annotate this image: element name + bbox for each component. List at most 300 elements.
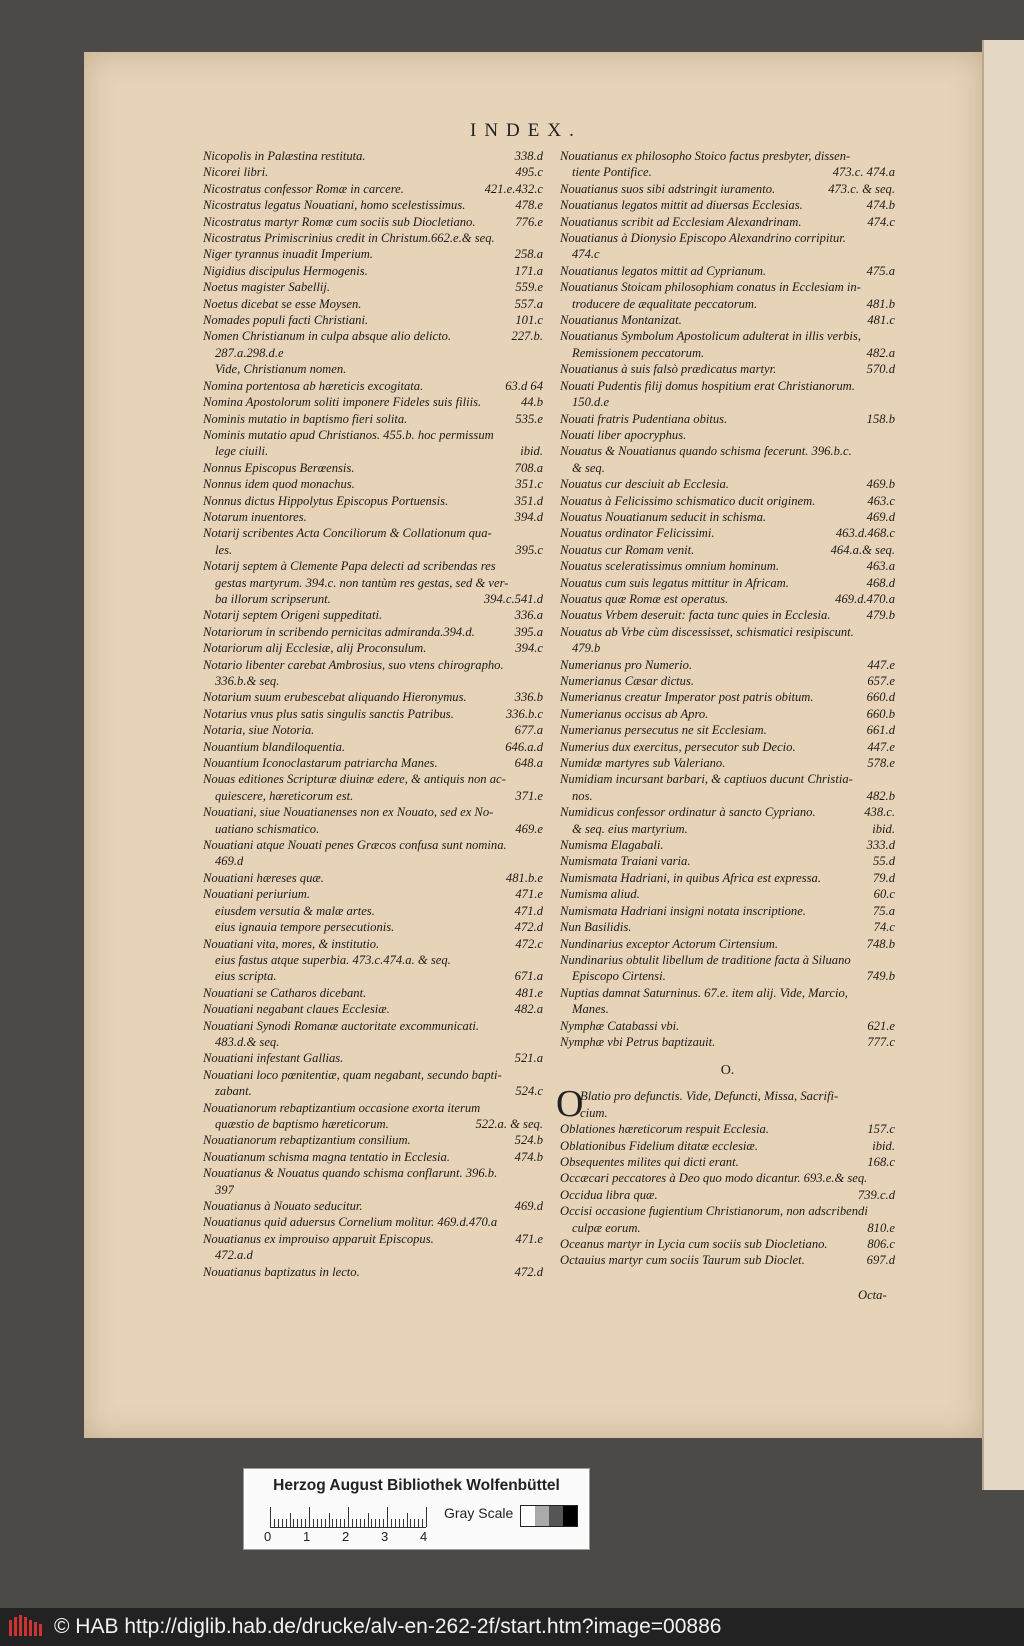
entry-text: Notarij septem à Clemente Papa delecti ad scribendas res (203, 559, 496, 574)
entry-reference: 570.d (866, 362, 895, 377)
ruler-tick (301, 1519, 302, 1527)
entry-text: Nomen Christianum in culpa absque alio delicto. (203, 329, 452, 344)
entry-text: Notarium suum erubescebat aliquando Hieronymus. (203, 690, 467, 705)
index-entry (203, 903, 543, 919)
entry-reference: 469.d.470.a (835, 591, 895, 606)
entry-reference: 472.d (514, 1264, 543, 1279)
entry-reference: 535.e (515, 411, 543, 426)
entry-text: Nomina Apostolorum soliti imponere Fideles suis filiis. (203, 395, 482, 410)
entry-text: Nouatianus ex philosopho Stoico factus presbyter, dissen- (560, 149, 851, 163)
entry-reference: 777.c (867, 1034, 895, 1049)
entry-reference: 474.b (514, 1149, 543, 1164)
entry-reference: 101.c (515, 313, 543, 328)
index-entry (560, 525, 895, 541)
ruler-tick (414, 1519, 415, 1527)
index-entry (560, 558, 895, 574)
ruler-tick (356, 1519, 357, 1527)
ruler-tick (348, 1507, 349, 1527)
entry-text: Nicostratus martyr Romæ cum sociis sub Diocletiano. (203, 214, 476, 229)
entry-text: Noetus magister Sabellij. (203, 280, 330, 295)
gray-swatch-white (521, 1506, 535, 1526)
entry-reference: 464.a.& seq. (830, 542, 895, 557)
index-entry (560, 657, 895, 673)
entry-reference: 336.b (514, 690, 543, 705)
entry-text: Nouatianorum rebaptizantium consilium. (203, 1133, 411, 1148)
index-entry (203, 1034, 543, 1050)
entry-text: 479.b (572, 641, 601, 656)
index-entry (203, 197, 543, 213)
index-entry (560, 246, 895, 262)
entry-text: eius fastus atque superbia. 473.c.474.a. & seq. (215, 952, 451, 967)
entry-reference: 806.c (867, 1237, 895, 1251)
ruler-tick (297, 1519, 298, 1527)
entry-text: Nymphæ Catabassi vbi. (560, 1018, 680, 1033)
index-entry (560, 378, 895, 394)
ruler-tick (426, 1507, 427, 1527)
index-entry (560, 968, 895, 984)
index-entry (560, 296, 895, 312)
ruler-tick (403, 1519, 404, 1527)
entry-reference: 661.d (866, 723, 895, 738)
entry-reference: 482.b (866, 788, 895, 803)
entry-reference: 338.d (514, 149, 543, 163)
index-column-right (556, 148, 895, 1269)
entry-text: Nouatianus suos sibi adstringit iuramento. (560, 181, 776, 196)
entry-text: Nouatiani infestant Gallias. (203, 1051, 344, 1066)
entry-text: Nonnus idem quod monachus. (203, 477, 355, 492)
entry-reference: 395.a (514, 624, 543, 639)
entry-text: nos. (572, 788, 593, 803)
entry-text: Numismata Hadriani insigni notata inscriptione. (560, 903, 806, 918)
hab-logo-icon (8, 1614, 44, 1640)
entry-reference: 697.d (866, 1253, 895, 1268)
index-entry (560, 411, 895, 427)
index-entry (203, 1264, 543, 1280)
entry-text: Nouatus ab Vrbe cùm discessisset, schismatici resipiscunt. (560, 624, 854, 639)
ruler-number: 3 (381, 1529, 389, 1544)
index-entry (203, 788, 543, 804)
index-entry (560, 689, 895, 705)
index-entry (203, 689, 543, 705)
index-entry (560, 1170, 895, 1186)
index-entry (203, 558, 543, 574)
index-entry (560, 837, 895, 853)
index-entry (560, 263, 895, 279)
entry-text: Numerianus Cæsar dictus. (560, 674, 694, 688)
entry-text: Numidæ martyres sub Valeriano. (560, 756, 726, 771)
entry-text: Nouatiani periurium. (203, 887, 311, 902)
ruler-tick (387, 1507, 388, 1527)
index-entry (560, 591, 895, 607)
entry-text: Nigidius discipulus Hermogenis. (203, 263, 368, 278)
index-entry (203, 214, 543, 230)
entry-reference: 471.e (515, 1231, 543, 1246)
index-entry (560, 936, 895, 952)
index-entry (203, 624, 543, 640)
entry-reference: 708.a (514, 460, 543, 475)
entry-reference: 646.a.d (505, 739, 543, 754)
entry-reference: ibid. (520, 444, 543, 459)
ruler-tick (278, 1519, 279, 1527)
entry-reference: 473.c. 474.a (832, 165, 895, 180)
entry-text: Nicostratus confessor Romæ in carcere. (203, 181, 404, 196)
ruler-tick (340, 1519, 341, 1527)
index-entry (203, 919, 543, 935)
entry-reference: 75.a (872, 903, 895, 918)
index-entry (560, 722, 895, 738)
entry-text: Nouas editiones Scripturæ diuinæ edere, & antiquis non ac- (203, 772, 506, 787)
index-entry (203, 657, 543, 673)
entry-reference: 478.e (515, 198, 543, 213)
entry-text: eius ignauia tempore persecutionis. (215, 920, 395, 935)
entry-text: Obsequentes milites qui dicti erant. (560, 1154, 739, 1169)
entry-reference: 63.d 64 (505, 378, 543, 393)
index-entry (560, 1018, 895, 1034)
index-entry (203, 542, 543, 558)
entry-text: Numisma Elagabali. (560, 838, 664, 853)
entry-reference: 748.b (866, 936, 895, 951)
entry-reference: 55.d (872, 854, 895, 869)
entry-text: Nouatianus quid aduersus Cornelium molitur. 469.d.470.a (203, 1215, 498, 1230)
entry-text: lege ciuili. (215, 444, 269, 459)
index-entry (560, 640, 895, 656)
entry-text: Nouatianus à suis falsò prædicatus martyr. (560, 362, 777, 377)
entry-reference: 469.d (866, 509, 895, 524)
entry-reference: 657.e (867, 674, 895, 688)
index-entry (203, 476, 543, 492)
entry-text: Nouantium blandiloquentia. (203, 739, 346, 754)
entry-text: Episcopo Cirtensi. (572, 969, 666, 984)
entry-reference: 481.c (867, 313, 895, 328)
index-entry (203, 1214, 543, 1230)
index-entry (203, 279, 543, 295)
entry-text: cium. (580, 1105, 608, 1120)
ruler-tick (391, 1519, 392, 1527)
index-entry (560, 870, 895, 886)
entry-text: Notariorum alij Ecclesiæ, alij Proconsulum. (203, 641, 427, 656)
index-entry (560, 148, 895, 164)
entry-text: quæstio de baptismo hæreticorum. (215, 1116, 389, 1131)
ruler-tick (309, 1507, 310, 1527)
entry-reference: 394.d (514, 509, 543, 524)
dropcap-letter: O (556, 1083, 584, 1126)
entry-reference: 482.a (514, 1002, 543, 1017)
entry-reference: 463.a (866, 559, 895, 574)
copyright-url[interactable]: © HAB http://diglib.hab.de/drucke/alv-en-262-2f/start.htm?image=00886 (54, 1615, 722, 1638)
entry-reference: 776.e (515, 214, 543, 229)
index-entry (560, 1154, 895, 1170)
library-name: Herzog August Bibliothek Wolfenbüttel (273, 1477, 560, 1494)
entry-text: Nouatianorum rebaptizantium occasione exorta iterum (203, 1100, 481, 1115)
entry-text: Notarij scribentes Acta Conciliorum & Collationum qua- (203, 526, 492, 541)
entry-reference: 469.b (866, 477, 895, 492)
index-entry (560, 788, 895, 804)
index-entry (203, 361, 543, 377)
entry-text: Nouatianus à Dionysio Episcopo Alexandrino corripitur. (560, 231, 846, 246)
entry-reference: 648.a (514, 756, 543, 771)
entry-reference: 394.c.541.d (483, 591, 543, 606)
index-entry (203, 312, 543, 328)
entry-text: Notaria, siue Notoria. (203, 723, 315, 738)
ruler-tick (399, 1519, 400, 1527)
ruler-tick (371, 1519, 372, 1527)
ruler-tick (395, 1519, 396, 1527)
ruler-tick (305, 1519, 306, 1527)
entry-text: Notarum inuentores. (203, 509, 307, 524)
index-entry (203, 394, 543, 410)
entry-reference: 471.d (514, 903, 543, 918)
entry-reference: 481.e (515, 985, 543, 1000)
entry-text: Nouantium Iconoclastarum patriarcha Manes. (203, 756, 438, 771)
entry-text: quiescere, hæreticorum est. (215, 788, 354, 803)
index-entry (560, 853, 895, 869)
entry-text: Numerianus creatur Imperator post patris obitum. (560, 690, 814, 705)
index-entry (560, 1203, 895, 1219)
index-entry (203, 1067, 543, 1083)
index-entry (203, 1132, 543, 1148)
index-entry (560, 279, 895, 295)
entry-text: Oceanus martyr in Lycia cum sociis sub Diocletiano. (560, 1237, 828, 1251)
entry-reference: 481.b (866, 296, 895, 311)
entry-reference: 524.c (515, 1084, 543, 1099)
entry-text: Nicostratus Primiscrinius credit in Christum.662.e.& seq. (203, 231, 495, 246)
footer-bar (0, 1608, 1024, 1646)
ruler-tick (410, 1519, 411, 1527)
entry-reference: 438.c. (864, 805, 895, 820)
ruler-tick (418, 1519, 419, 1527)
index-entry (203, 1231, 543, 1247)
entry-text: Nundinarius exceptor Actorum Cirtensium. (560, 936, 779, 951)
entry-text: Nundinarius obtulit libellum de traditione facta à Siluano (560, 952, 851, 967)
ruler-tick (422, 1519, 423, 1527)
entry-reference: 158.b (866, 411, 895, 426)
entry-text: Nouatus & Nouatianus quando schisma fecerunt. 396.b.c. (560, 444, 852, 459)
ruler-number: 4 (420, 1529, 428, 1544)
ruler-tick (274, 1519, 275, 1527)
entry-reference: 810.e (867, 1220, 895, 1235)
index-entry (560, 542, 895, 558)
entry-text: Nouatiani atque Nouati penes Græcos confusa sunt nomina. (203, 838, 507, 853)
index-entry (560, 328, 895, 344)
entry-text: Nicopolis in Palæstina restituta. (203, 149, 366, 163)
ruler-scale (270, 1507, 426, 1528)
ruler-tick (332, 1519, 333, 1527)
entry-text: Nouatus Nouatianum seducit in schisma. (560, 509, 767, 524)
entry-reference: 351.c (515, 477, 543, 492)
index-entry (560, 197, 895, 213)
ruler-tick (336, 1519, 337, 1527)
gray-scale-label: Gray Scale (444, 1505, 514, 1521)
gray-swatch-black (563, 1506, 577, 1526)
index-entry (560, 1187, 895, 1203)
entry-text: 472.a.d (215, 1248, 253, 1263)
entry-reference: 421.e.432.c (484, 181, 543, 196)
index-entry (203, 443, 543, 459)
entry-text: Nouatus sceleratissimus omnium hominum. (560, 559, 779, 574)
ruler-tick (317, 1519, 318, 1527)
entry-reference: 578.e (867, 756, 895, 771)
index-entry (560, 476, 895, 492)
entry-text: Nouatus cum suis legatus mittitur in Africam. (560, 575, 789, 590)
adjacent-page-edge (982, 40, 1024, 1490)
entry-text: Noetus dicebat se esse Moysen. (203, 296, 362, 311)
index-entry (560, 509, 895, 525)
entry-text: troducere de æqualitate peccatorum. (572, 296, 758, 311)
entry-reference: 168.c (867, 1154, 895, 1169)
entry-text: Nouatianus Montanizat. (560, 313, 682, 328)
index-entry (560, 706, 895, 722)
ruler-tick (270, 1507, 271, 1527)
index-entry (560, 739, 895, 755)
index-entry (203, 1001, 543, 1017)
index-entry (203, 722, 543, 738)
index-entry (560, 345, 895, 361)
entry-text: Nomades populi facti Christiani. (203, 313, 369, 328)
index-entry (560, 1034, 895, 1050)
entry-text: 336.b.& seq. (215, 674, 280, 688)
entry-text: Nouati liber apocryphus. (560, 427, 687, 442)
index-entry (203, 296, 543, 312)
entry-text: Nouatianus à Nouato seducitur. (203, 1199, 363, 1213)
ruler-tick (321, 1519, 322, 1527)
index-entry (203, 1165, 543, 1181)
entry-text: Nouatianus baptizatus in lecto. (203, 1264, 360, 1279)
entry-reference: 351.d (514, 493, 543, 508)
index-entry (203, 148, 543, 164)
index-entry (560, 919, 895, 935)
index-entry (203, 1100, 543, 1116)
index-entry (203, 378, 543, 394)
entry-text: Nonnus dictus Hippolytus Episcopus Portuensis. (203, 493, 449, 508)
index-entry (203, 493, 543, 509)
index-entry (203, 1182, 543, 1198)
ruler-tick (325, 1519, 326, 1527)
index-entry (560, 493, 895, 509)
entry-text: 397 (215, 1182, 234, 1197)
catchword: Octa- (858, 1288, 887, 1302)
ruler-tick (286, 1519, 287, 1527)
entry-reference: 463.d.468.c (835, 526, 895, 541)
entry-reference: 474.b (866, 198, 895, 213)
entry-text: Niger tyrannus inuadit Imperium. (203, 247, 374, 262)
index-entry (203, 607, 543, 623)
entry-text: Nominis mutatio apud Christianos. 455.b. hoc permissum (203, 427, 494, 442)
entry-text: Nominis mutatio in baptismo fieri solita. (203, 411, 408, 426)
entry-text: 469.d (215, 854, 244, 869)
entry-text: Nouatiani loco pœnitentiæ, quam negabant, secundo bapti- (203, 1067, 502, 1082)
index-entry (560, 903, 895, 919)
entry-text: Numidicus confessor ordinatur à sancto Cypriano. (560, 805, 816, 820)
entry-text: Occidua libra quæ. (560, 1187, 658, 1202)
index-entry-continuation (560, 1105, 895, 1121)
entry-text: Nouatiani Synodi Romanæ auctoritate excommunicati. (203, 1018, 479, 1033)
entry-text: Occæcari peccatores à Deo quo modo dicantur. 693.e.& seq. (560, 1171, 868, 1186)
entry-text: Nicorei libri. (203, 165, 269, 180)
entry-reference: 336.a (514, 608, 543, 623)
ruler-tick (364, 1519, 365, 1527)
entry-text: Remissionem peccatorum. (572, 345, 705, 360)
entry-text: Nomina portentosa ab hæreticis excogitata. (203, 378, 424, 393)
entry-reference: 79.d (872, 870, 895, 885)
index-entry (560, 673, 895, 689)
index-entry (560, 804, 895, 820)
entry-text: Nun Basilidis. (560, 920, 632, 935)
entry-reference: 559.e (515, 280, 543, 295)
entry-text: les. (215, 542, 233, 557)
entry-reference: 227.b. (511, 329, 543, 344)
ruler-number: 1 (303, 1529, 311, 1544)
index-entry (203, 328, 543, 344)
index-entry (560, 952, 895, 968)
index-entry (203, 575, 543, 591)
index-entry (560, 985, 895, 1001)
index-entry (560, 312, 895, 328)
index-entry (203, 870, 543, 886)
entry-reference: 481.b.e (505, 870, 543, 885)
entry-reference: 468.d (866, 575, 895, 590)
entry-reference: 394.c (515, 641, 543, 656)
entry-text: Oblationibus Fidelium ditatæ ecclesiæ. (560, 1138, 758, 1153)
entry-reference: 463.c (867, 493, 895, 508)
index-entry (203, 771, 543, 787)
ruler-tick (407, 1513, 408, 1527)
index-entry (203, 1116, 543, 1132)
index-entry (560, 575, 895, 591)
index-entry (560, 427, 895, 443)
entry-text: zabant. (215, 1084, 252, 1099)
entry-text: Nicostratus legatus Nouatiani, homo scelestissimus. (203, 198, 466, 213)
index-entry (203, 985, 543, 1001)
entry-text: Nouatianus legatos mittit ad Cyprianum. (560, 263, 767, 278)
entry-text: Blatio pro defunctis. Vide, Defuncti, Missa, Sacrifi- (580, 1089, 839, 1104)
index-entry (203, 411, 543, 427)
entry-reference: 447.e (867, 657, 895, 672)
entry-text: Nouati fratris Pudentiana obitus. (560, 411, 728, 426)
ruler-tick (352, 1519, 353, 1527)
entry-reference: 395.c (515, 542, 543, 557)
index-entry (203, 755, 543, 771)
index-entry (560, 1138, 895, 1154)
ruler-tick (329, 1513, 330, 1527)
entry-reference: 474.c (867, 214, 895, 229)
index-entry (560, 214, 895, 230)
entry-reference: 471.e (515, 887, 543, 902)
index-column-left (203, 148, 543, 1280)
entry-text: culpæ eorum. (572, 1220, 641, 1235)
index-entry (203, 427, 543, 443)
color-scale-card (243, 1468, 590, 1550)
entry-text: Numerius dux exercitus, persecutor sub Decio. (560, 739, 796, 754)
entry-text: Nouatianus Stoicam philosophiam conatus in Ecclesiam in- (560, 280, 861, 295)
entry-text: Nuptias damnat Saturninus. 67.e. item alij. Vide, Marcio, (560, 985, 848, 1000)
entry-text: Numerianus persecutus ne sit Ecclesiam. (560, 723, 767, 738)
index-entry (203, 1198, 543, 1214)
index-entry (560, 1121, 895, 1137)
index-entry (560, 181, 895, 197)
entry-reference: 524.b (514, 1133, 543, 1148)
index-entry (203, 246, 543, 262)
index-entry (203, 706, 543, 722)
ruler-tick (313, 1519, 314, 1527)
entry-text: Nouatiani, siue Nouatianenses non ex Nouato, sed ex No- (203, 805, 494, 820)
entry-text: Numismata Traiani varia. (560, 854, 691, 869)
entry-reference: 74.c (873, 920, 895, 935)
entry-text: Nouatus cur desciuit ab Ecclesia. (560, 477, 729, 492)
index-entry (560, 394, 895, 410)
entry-text: Numerianus occisus ab Apro. (560, 706, 709, 721)
ruler-tick (282, 1519, 283, 1527)
ruler-tick (290, 1513, 291, 1527)
